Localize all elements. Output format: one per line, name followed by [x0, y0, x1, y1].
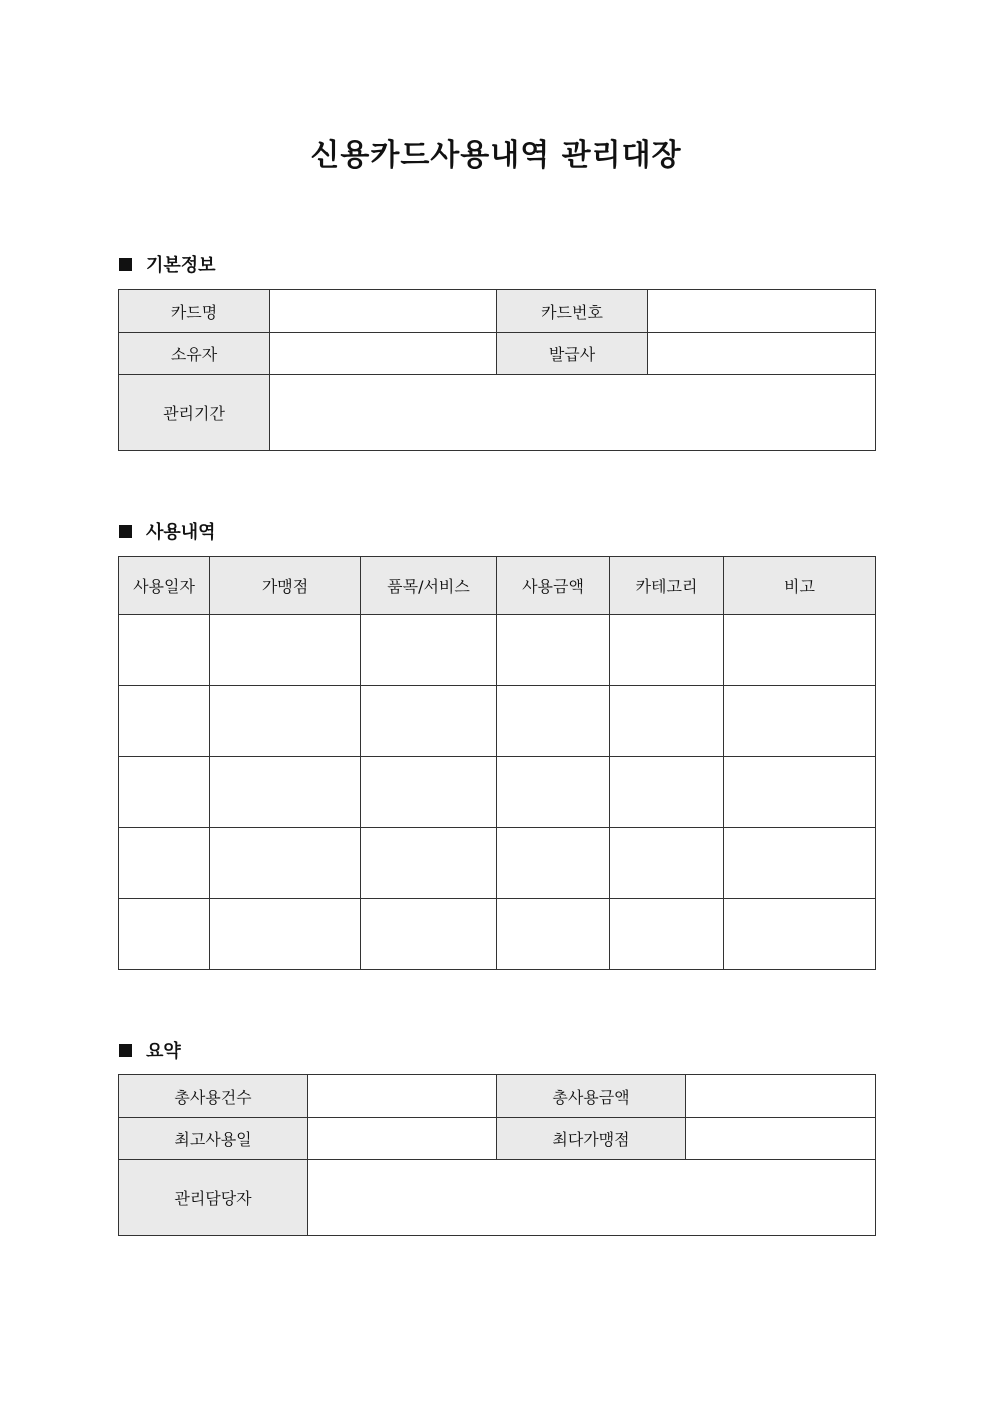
- card-number-label: 카드번호: [497, 290, 648, 333]
- usage-item-cell[interactable]: [361, 615, 497, 686]
- summary-table: [118, 1074, 876, 1236]
- basic-info-table: [118, 289, 876, 451]
- table-row: [119, 333, 876, 375]
- usage-merchant-cell[interactable]: [210, 686, 361, 757]
- square-bullet-icon: [119, 1044, 132, 1057]
- usage-note-cell[interactable]: [724, 615, 876, 686]
- section-heading-usage: [119, 519, 216, 543]
- card-name-field[interactable]: [270, 290, 497, 333]
- card-name-label: 카드명: [119, 290, 270, 333]
- section-title: 요약: [146, 1041, 181, 1062]
- usage-merchant-cell[interactable]: [210, 828, 361, 899]
- table-row: [119, 686, 876, 757]
- usage-item-cell[interactable]: [361, 828, 497, 899]
- column-header-category: 카테고리: [610, 557, 724, 615]
- total-amount-field[interactable]: [686, 1075, 876, 1118]
- usage-amount-cell[interactable]: [497, 757, 610, 828]
- total-count-label: 총사용건수: [119, 1075, 308, 1118]
- section-title: 기본정보: [146, 255, 216, 276]
- usage-table: [118, 556, 876, 970]
- usage-item-cell[interactable]: [361, 899, 497, 970]
- usage-date-cell[interactable]: [119, 899, 210, 970]
- top-merchant-label: 최다가맹점: [497, 1118, 686, 1160]
- usage-category-cell[interactable]: [610, 757, 724, 828]
- table-header-row: [119, 557, 876, 615]
- period-label: 관리기간: [119, 375, 270, 451]
- period-field[interactable]: [270, 375, 876, 451]
- usage-category-cell[interactable]: [610, 615, 724, 686]
- usage-date-cell[interactable]: [119, 828, 210, 899]
- page-title: 신용카드사용내역 관리대장: [310, 138, 682, 173]
- usage-merchant-cell[interactable]: [210, 899, 361, 970]
- table-row: [119, 375, 876, 451]
- max-date-field[interactable]: [308, 1118, 497, 1160]
- square-bullet-icon: [119, 258, 132, 271]
- usage-note-cell[interactable]: [724, 757, 876, 828]
- card-number-field[interactable]: [648, 290, 876, 333]
- usage-amount-cell[interactable]: [497, 899, 610, 970]
- usage-category-cell[interactable]: [610, 828, 724, 899]
- usage-category-cell[interactable]: [610, 899, 724, 970]
- usage-amount-cell[interactable]: [497, 828, 610, 899]
- owner-label: 소유자: [119, 333, 270, 375]
- top-merchant-field[interactable]: [686, 1118, 876, 1160]
- usage-date-cell[interactable]: [119, 686, 210, 757]
- usage-note-cell[interactable]: [724, 899, 876, 970]
- table-row: [119, 1160, 876, 1236]
- max-date-label: 최고사용일: [119, 1118, 308, 1160]
- usage-merchant-cell[interactable]: [210, 615, 361, 686]
- issuer-field[interactable]: [648, 333, 876, 375]
- usage-amount-cell[interactable]: [497, 615, 610, 686]
- usage-date-cell[interactable]: [119, 615, 210, 686]
- total-count-field[interactable]: [308, 1075, 497, 1118]
- manager-field[interactable]: [308, 1160, 876, 1236]
- table-row: [119, 828, 876, 899]
- manager-label: 관리담당자: [119, 1160, 308, 1236]
- usage-item-cell[interactable]: [361, 757, 497, 828]
- table-row: [119, 1118, 876, 1160]
- column-header-item: 품목/서비스: [361, 557, 497, 615]
- column-header-date: 사용일자: [119, 557, 210, 615]
- column-header-amount: 사용금액: [497, 557, 610, 615]
- table-row: [119, 899, 876, 970]
- total-amount-label: 총사용금액: [497, 1075, 686, 1118]
- owner-field[interactable]: [270, 333, 497, 375]
- section-title: 사용내역: [146, 522, 216, 543]
- column-header-merchant: 가맹점: [210, 557, 361, 615]
- column-header-note: 비고: [724, 557, 876, 615]
- section-heading-summary: [119, 1038, 181, 1062]
- usage-item-cell[interactable]: [361, 686, 497, 757]
- usage-amount-cell[interactable]: [497, 686, 610, 757]
- usage-note-cell[interactable]: [724, 828, 876, 899]
- square-bullet-icon: [119, 525, 132, 538]
- usage-note-cell[interactable]: [724, 686, 876, 757]
- issuer-label: 발급사: [497, 333, 648, 375]
- section-heading-basic-info: [119, 252, 216, 276]
- table-row: [119, 1075, 876, 1118]
- usage-category-cell[interactable]: [610, 686, 724, 757]
- table-row: [119, 757, 876, 828]
- usage-date-cell[interactable]: [119, 757, 210, 828]
- usage-merchant-cell[interactable]: [210, 757, 361, 828]
- table-row: [119, 615, 876, 686]
- table-row: [119, 290, 876, 333]
